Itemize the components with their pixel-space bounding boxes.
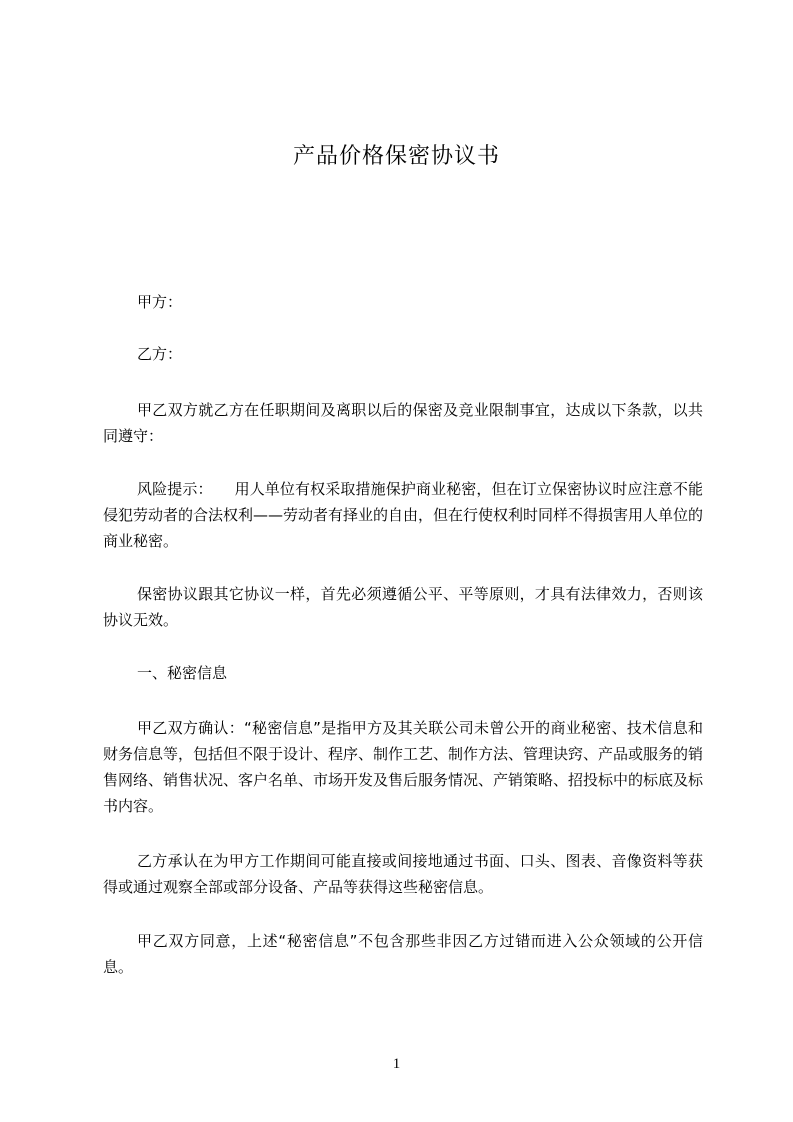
document-title: 产品价格保密协议书 [292,144,500,169]
risk-notice-label: 风险提示： [137,480,213,498]
intro-paragraph: 甲乙双方就乙方在任职期间及离职以后的保密及竞业限制事宜，达成以下条款，以共同遵守： [103,401,703,445]
secret-info-obtaining-paragraph: 乙方承认在为甲方工作期间可能直接或间接地通过书面、口头、图表、音像资料等获得或通过观察全部或部分设备、产品等获得这些秘密信息。 [103,852,703,896]
secret-info-definition-paragraph: 甲乙双方确认：“秘密信息”是指甲方及其关联公司未曾公开的商业秘密、技术信息和财务信息等，包括但不限于设计、程序、制作工艺、制作方法、管理诀窍、产品或服务的销售网络、销售状况、客户名单、市场开发及售后服务情况、产销策略、招投标中的标底及标书内容。 [103,719,704,815]
party-a-label: 甲方： [137,293,183,311]
secret-info-exclusion-paragraph: 甲乙双方同意，上述“秘密信息”不包含那些非因乙方过错而进入公众领域的公开信息。 [103,932,703,976]
fairness-paragraph: 保密协议跟其它协议一样，首先必须遵循公平、平等原则，才具有法律效力，否则该协议无效。 [103,585,703,629]
risk-notice-text: 用人单位有权采取措施保护商业秘密，但在订立保密协议时应注意不能侵犯劳动者的合法权利——劳动者有择业的自由，但在行使权利时同样不得损害用人单位的商业秘密。 [103,480,704,550]
section-heading-secret-info: 一、秘密信息 [137,664,228,682]
party-b-label: 乙方： [137,345,183,363]
risk-notice-paragraph [103,476,703,554]
page-number: 1 [392,1056,401,1072]
